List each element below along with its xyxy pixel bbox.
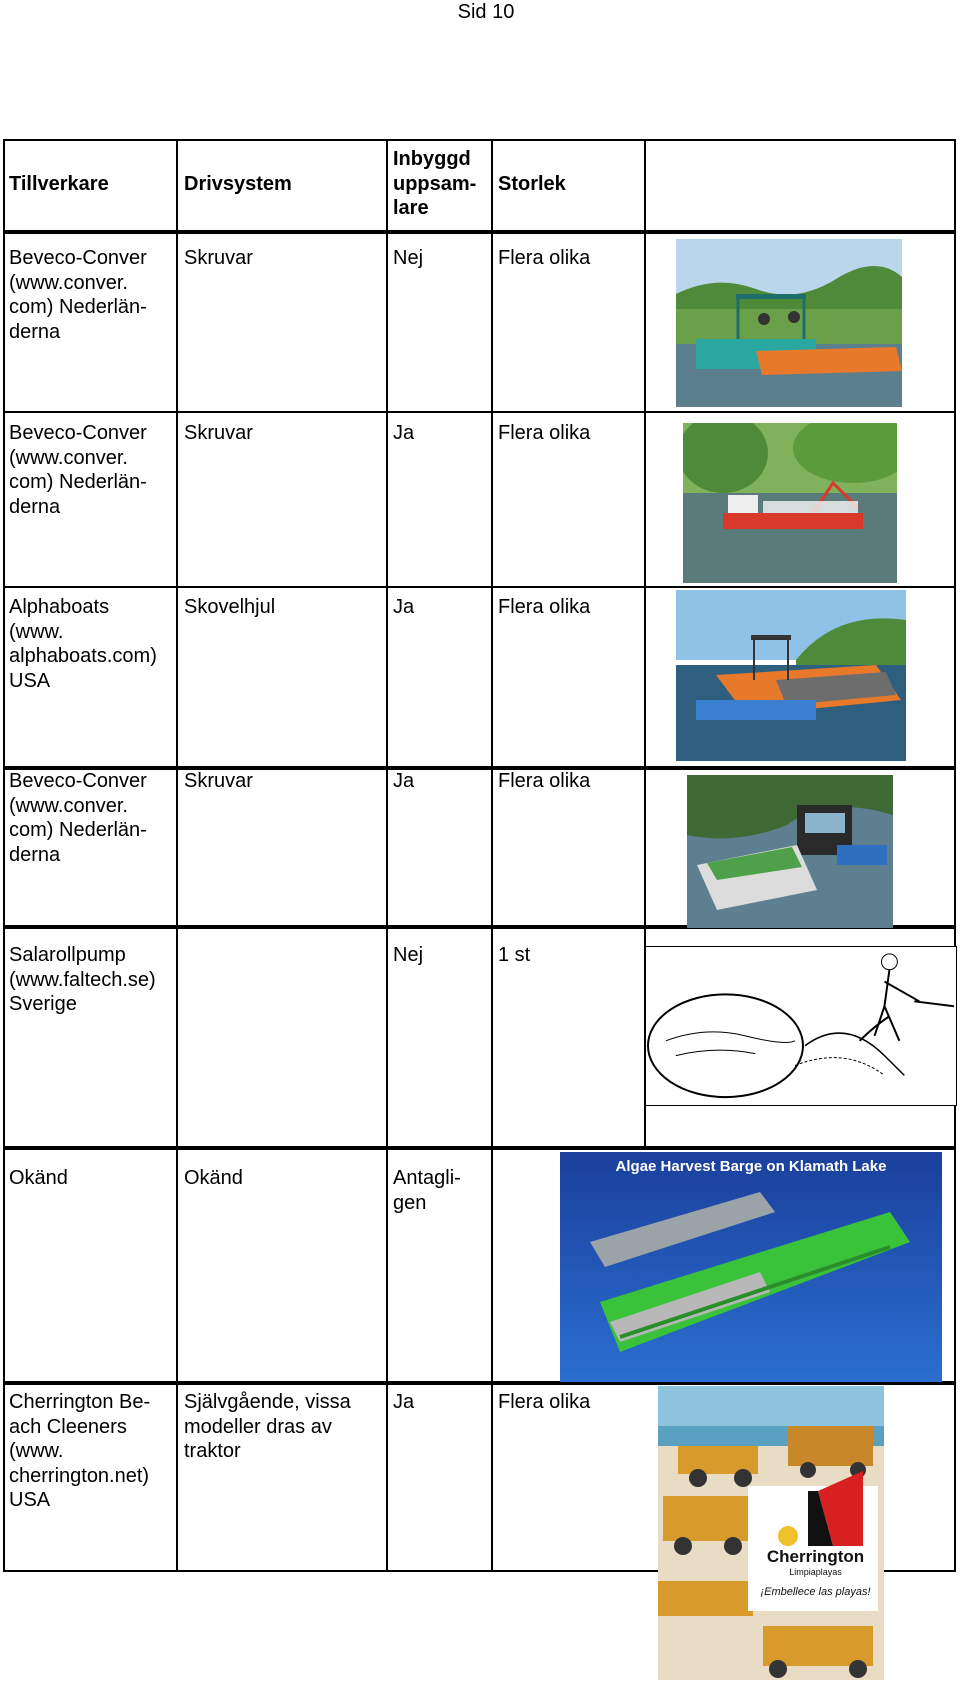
row-2-manufacturer: Beveco-Conver (www.conver. com) Nederlän- derna (9, 422, 147, 518)
hand-pump-drawing (645, 946, 957, 1106)
brochure-slogan: ¡Embellece las playas! (760, 1586, 871, 1598)
row-4-manufacturer: Beveco-Conver (www.conver. com) Nederlän- derna (9, 770, 147, 866)
row-5-size: 1 st (498, 944, 531, 966)
row-7-collector: Ja (393, 1391, 415, 1413)
row-3-collector: Ja (393, 596, 415, 618)
row-5-collector: Nej (393, 944, 424, 966)
row-4-drive: Skruvar (184, 770, 253, 792)
harvester-boat-photo (683, 423, 897, 583)
row-7-size: Flera olika (498, 1391, 591, 1413)
row-4-collector: Ja (393, 770, 415, 792)
row-2-drive: Skruvar (184, 422, 253, 444)
row-1-drive: Skruvar (184, 247, 253, 269)
row-1-manufacturer: Beveco-Conver (www.conver. com) Nederlän- derna (9, 247, 147, 343)
barge-photo-caption: Algae Harvest Barge on Klamath Lake (615, 1158, 887, 1175)
row-2-collector: Ja (393, 422, 415, 444)
row-6-collector: Antagli- gen (393, 1167, 461, 1214)
brochure-brand: Cherrington (766, 1547, 865, 1566)
row-3-drive: Skovelhjul (184, 596, 276, 618)
header-size: Storlek (498, 173, 566, 195)
brochure-sub: Limpiaplayas (789, 1567, 842, 1577)
row-6-drive: Okänd (184, 1167, 243, 1189)
harvester-boat-photo (687, 775, 893, 928)
harvester-boat-photo (676, 239, 902, 407)
page-number: Sid 10 (457, 1, 515, 23)
row-1-size: Flera olika (498, 247, 591, 269)
row-5-manufacturer: Salarollpump (www.faltech.se) Sverige (9, 944, 156, 1015)
header-collector: Inbyggd uppsam- lare (393, 148, 477, 219)
row-6-manufacturer: Okänd (9, 1167, 68, 1189)
header-drive: Drivsystem (184, 173, 292, 195)
header-manufacturer: Tillverkare (9, 173, 109, 195)
row-1-collector: Nej (393, 247, 424, 269)
algae-barge-photo (560, 1152, 942, 1382)
row-7-drive: Självgående, vissa modeller dras av traktor (184, 1391, 351, 1462)
row-3-manufacturer: Alphaboats (www. alphaboats.com) USA (9, 596, 157, 692)
row-3-size: Flera olika (498, 596, 591, 618)
beach-cleaner-brochure (658, 1386, 884, 1680)
row-2-size: Flera olika (498, 422, 591, 444)
row-4-size: Flera olika (498, 770, 591, 792)
row-7-manufacturer: Cherrington Be- ach Cleeners (www. cherrington.net) USA (9, 1391, 151, 1511)
harvester-boat-photo (676, 590, 906, 761)
